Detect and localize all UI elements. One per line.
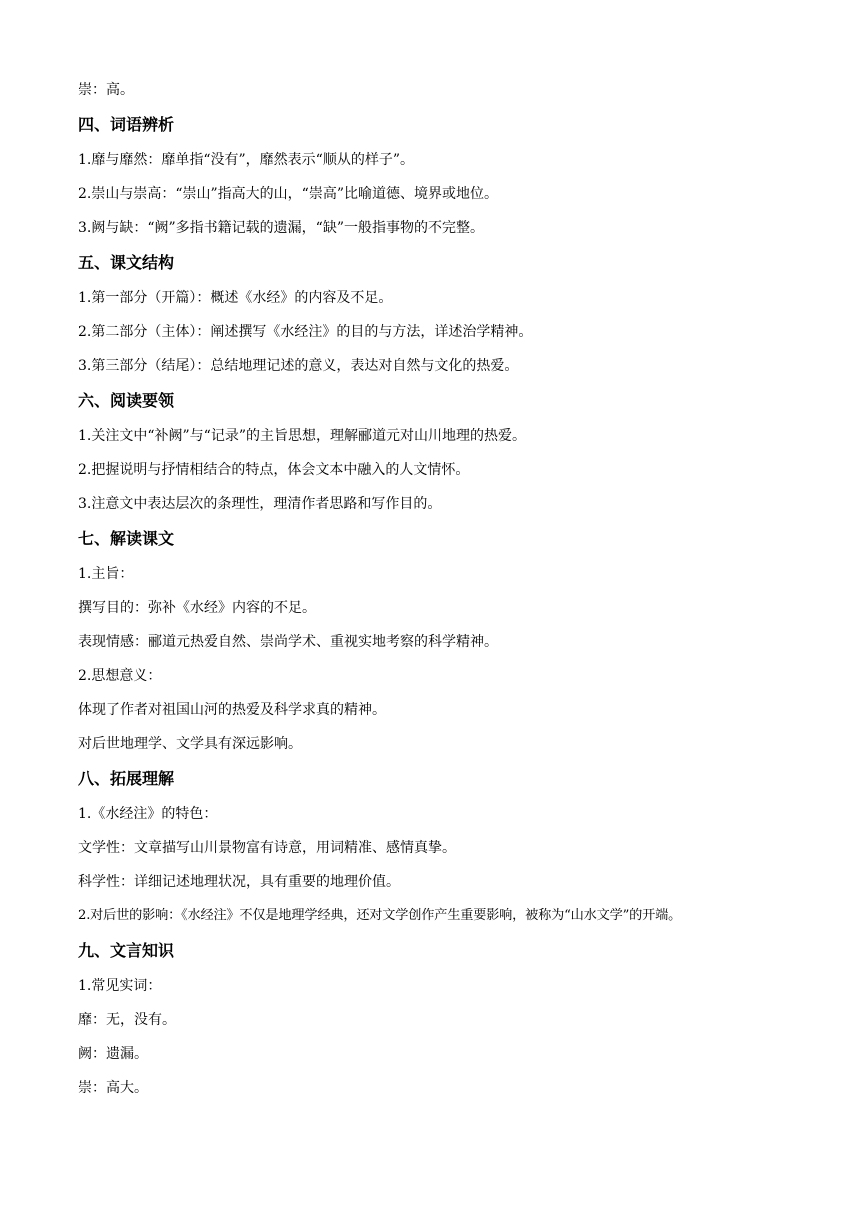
text-line: 崇：高。: [78, 82, 134, 98]
section-heading-5: 五、课文结构: [78, 253, 175, 272]
text-line: 阙：遗漏。: [78, 1046, 148, 1062]
text-line: 2.对后世的影响：《水经注》不仅是地理学经典，还对文学创作产生重要影响，被称为“山水文学”的开端。: [78, 908, 682, 923]
text-line: 2.崇山与崇高：“崇山”指高大的山，“崇高”比喻道德、境界或地位。: [78, 186, 498, 202]
text-line: 靡：无，没有。: [78, 1012, 176, 1028]
text-line: 1.主旨：: [78, 566, 134, 582]
section-heading-7: 七、解读课文: [78, 529, 175, 548]
text-line: 2.思想意义：: [78, 668, 162, 684]
text-line: 崇：高大。: [78, 1080, 148, 1096]
text-line: 表现情感：郦道元热爱自然、崇尚学术、重视实地考察的科学精神。: [78, 634, 498, 650]
section-heading-9: 九、文言知识: [78, 941, 175, 960]
text-line: 2.第二部分（主体）：阐述撰写《水经注》的目的与方法，详述治学精神。: [78, 324, 533, 340]
text-line: 1.关注文中“补阙”与“记录”的主旨思想，理解郦道元对山川地理的热爱。: [78, 428, 526, 444]
section-heading-4: 四、词语辨析: [78, 115, 175, 134]
text-line: 3.阙与缺：“阙”多指书籍记载的遗漏，“缺”一般指事物的不完整。: [78, 220, 484, 236]
text-line: 体现了作者对祖国山河的热爱及科学求真的精神。: [78, 702, 386, 718]
text-line: 2.把握说明与抒情相结合的特点，体会文本中融入的人文情怀。: [78, 462, 470, 478]
section-heading-6: 六、阅读要领: [78, 391, 175, 410]
text-line: 1.《水经注》的特色：: [78, 806, 218, 822]
section-heading-8: 八、拓展理解: [78, 769, 175, 788]
text-line: 1.常见实词：: [78, 978, 162, 994]
text-line: 科学性：详细记述地理状况，具有重要的地理价值。: [78, 874, 400, 890]
text-line: 文学性：文章描写山川景物富有诗意，用词精准、感情真挚。: [78, 840, 456, 856]
text-line: 1.靡与靡然：靡单指“没有”，靡然表示“顺从的样子”。: [78, 152, 414, 168]
text-line: 对后世地理学、文学具有深远影响。: [78, 736, 302, 752]
text-line: 3.注意文中表达层次的条理性，理清作者思路和写作目的。: [78, 496, 442, 512]
text-line: 1.第一部分（开篇）：概述《水经》的内容及不足。: [78, 290, 393, 306]
text-line: 3.第三部分（结尾）：总结地理记述的意义，表达对自然与文化的热爱。: [78, 358, 519, 374]
text-line: 撰写目的：弥补《水经》内容的不足。: [78, 600, 316, 616]
